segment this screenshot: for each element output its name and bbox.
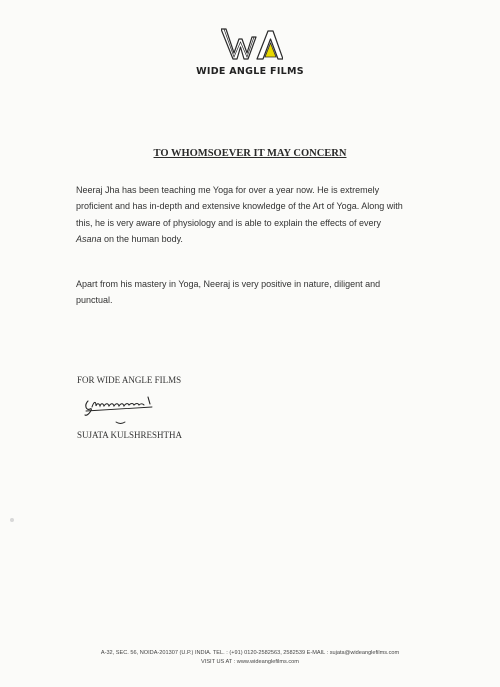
paragraph-1-main: Neeraj Jha has been teaching me Yoga for over a year now. He is extremely proficient and has in-depth and extensive knowledge of the Art of Yoga. Along with this, he is very aware of physiology and is able to explain the effects of every (76, 185, 403, 228)
wa-monogram-logo (221, 27, 283, 61)
letter-subject: TO WHOMSOEVER IT MAY CONCERN (153, 148, 347, 159)
punch-hole-mark (10, 518, 14, 522)
signatory-name: SUJATA KULSHRESHTHA (77, 430, 183, 440)
paragraph-2: Apart from his mastery in Yoga, Neeraj is very positive in nature, diligent and punctual. (76, 279, 381, 306)
paragraph-1-end: on the human body. (101, 233, 183, 244)
handwritten-signature (82, 393, 172, 433)
paragraph-1 (76, 182, 406, 247)
asana-term: Asana (76, 233, 102, 244)
footer-address: A-32, SEC. 56, NOIDA-201307 (U.P.) INDIA. TEL. : (+91) 0120-2582563, 2582539 E-MAIL : sujata@wideanglefilms.com (100, 650, 400, 656)
footer-website: VISIT US AT : www.wideanglefilms.com (201, 659, 299, 665)
company-name: WIDE ANGLE FILMS (196, 66, 304, 77)
closing-organization: FOR WIDE ANGLE FILMS (77, 375, 182, 385)
